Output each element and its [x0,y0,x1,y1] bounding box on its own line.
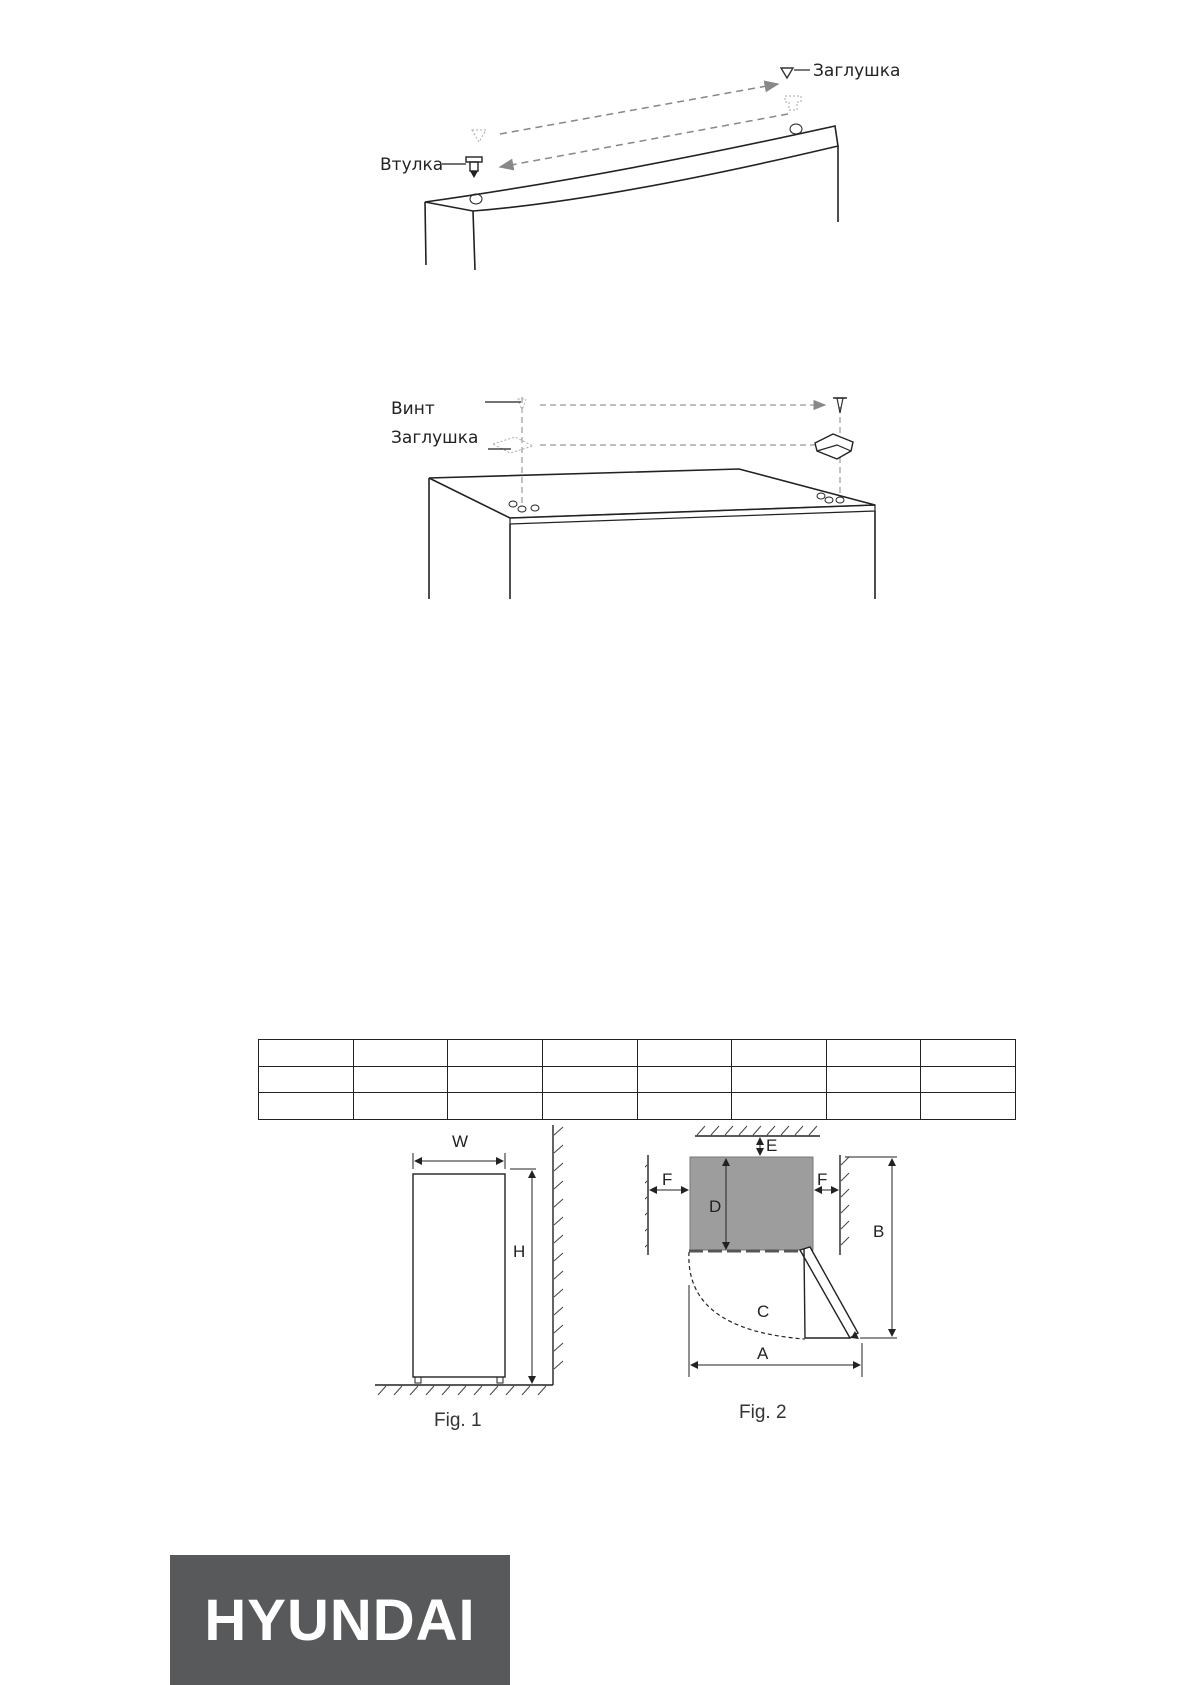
table-cell [921,1093,1016,1120]
table-row [259,1093,1016,1120]
table-cell [921,1040,1016,1067]
figure-caption: Fig. 1 [434,1410,482,1430]
table-cell [448,1040,543,1067]
table-cell [826,1066,921,1093]
table-cell [542,1093,637,1120]
table-cell [353,1066,448,1093]
dimension-table [258,1039,1016,1120]
table-cell [448,1093,543,1120]
plug-part [781,68,793,78]
table-cell [259,1093,354,1120]
table-cell [637,1066,732,1093]
label-bushing: Втулка [380,155,444,175]
table-cell [353,1040,448,1067]
table-cell [921,1066,1016,1093]
diagram-hinge-bushing [360,50,920,280]
table-row [259,1040,1016,1067]
label-plug: Заглушка [813,61,901,81]
table-cell [542,1040,637,1067]
table-cell [448,1066,543,1093]
screw-part [833,398,847,413]
dim-label-c: C [757,1302,770,1321]
dim-label-w: W [452,1132,469,1151]
table-cell [259,1066,354,1093]
table-cell [542,1066,637,1093]
dim-label-f-left: F [662,1170,673,1189]
label-screw: Винт [391,399,435,419]
bushing-part [466,157,482,178]
table-cell [259,1040,354,1067]
diagram-screw-plug [385,385,905,605]
label-plug-2: Заглушка [391,428,479,448]
dim-label-d: D [709,1197,722,1216]
dim-label-b: B [873,1222,885,1241]
table-cell [732,1066,827,1093]
dim-label-f-right: F [817,1170,828,1189]
figure-caption: Fig. 2 [739,1402,787,1423]
table-cell [353,1093,448,1120]
table-cell [637,1093,732,1120]
figure-1-front-view [370,1125,590,1430]
dim-label-h: H [513,1242,526,1261]
brand-logo [170,1555,510,1685]
table-cell [826,1040,921,1067]
dim-label-a: A [757,1344,769,1363]
table-cell [732,1093,827,1120]
table-cell [826,1093,921,1120]
table-cell [637,1040,732,1067]
brand-name: HYUNDAI [204,1587,476,1653]
table-row [259,1066,1016,1093]
figure-2-top-view [645,1125,915,1430]
table-cell [732,1040,827,1067]
dim-label-e: E [766,1136,778,1155]
plug-part [815,434,853,459]
